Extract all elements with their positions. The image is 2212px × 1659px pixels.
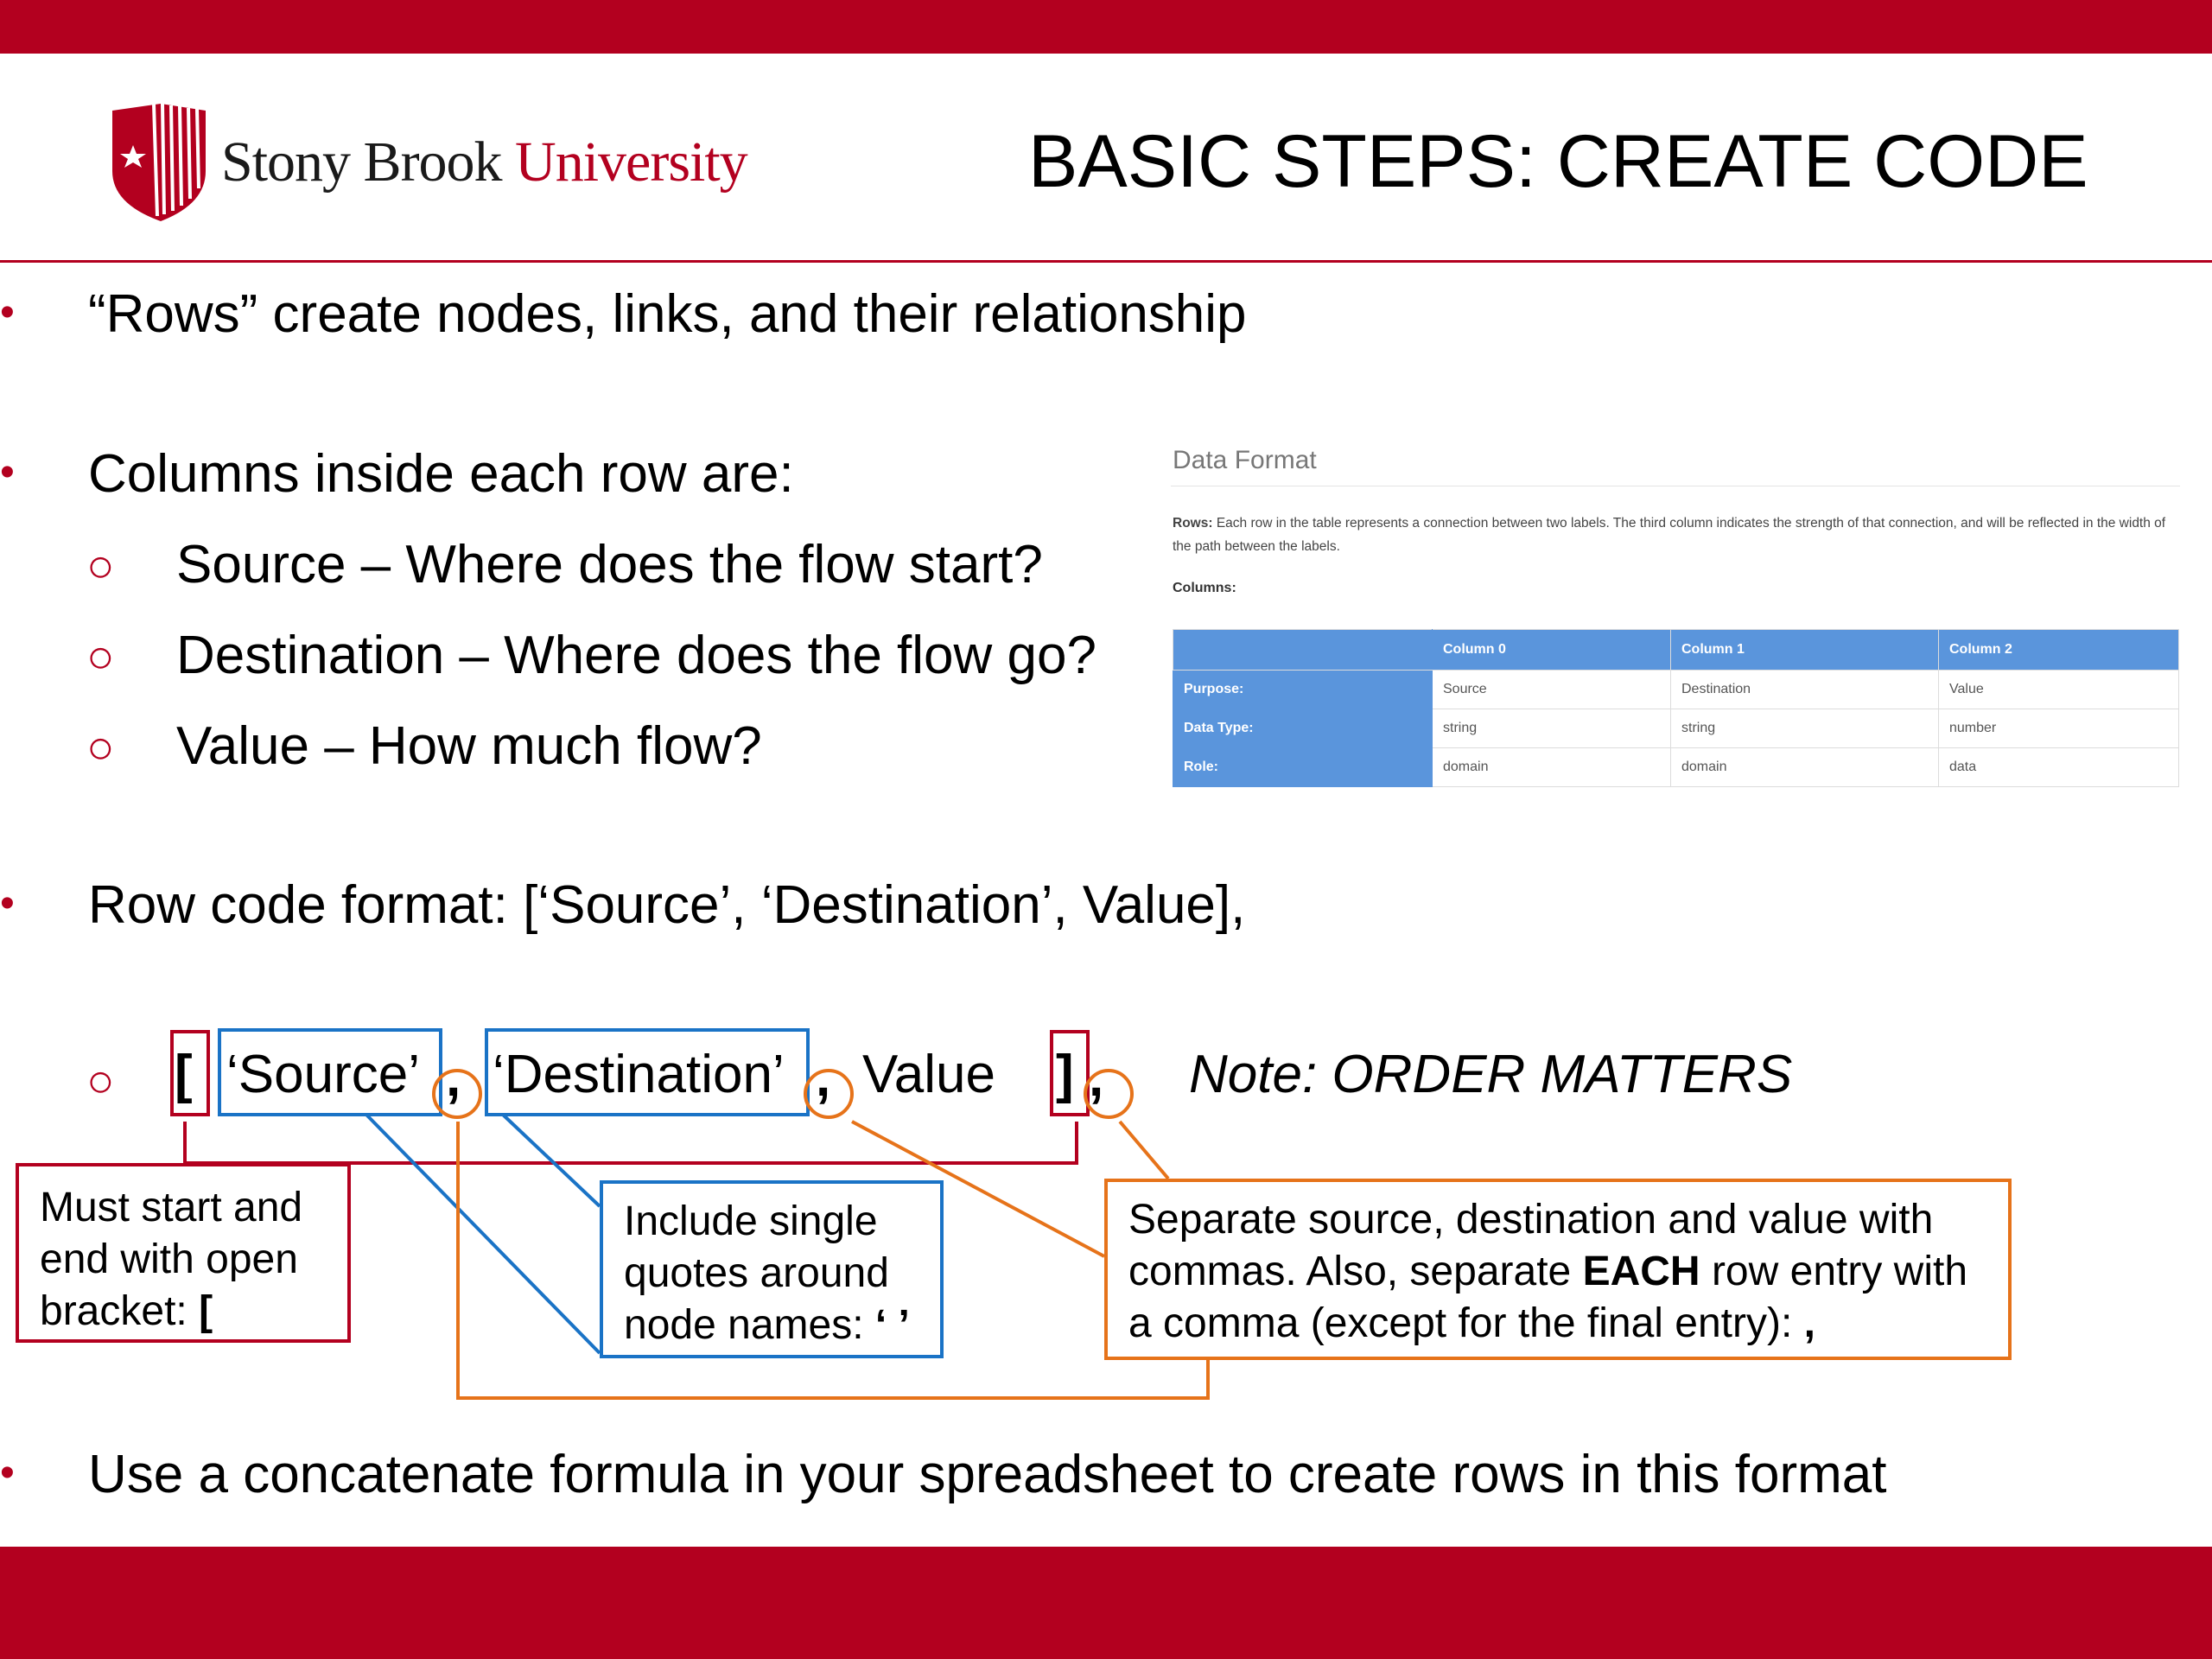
commas-callout-symbol: ,: [1803, 1300, 1815, 1346]
sub-bullet-marker: ○: [86, 631, 115, 683]
bullet-row-code-format: Row code format: [‘Source’, ‘Destination’, Value],: [88, 875, 1246, 935]
sub-bullet-destination: Destination – Where does the flow go?: [176, 626, 1096, 685]
table-cell: domain: [1433, 748, 1671, 787]
rows-text: Each row in the table represents a connection between two labels. The third column indicates the strength of that connection, and will be reflected in the width of the path between the labels.: [1173, 516, 2166, 554]
table-cell: Source: [1433, 671, 1671, 709]
code-open-bracket: [: [175, 1045, 193, 1104]
table-header-cell: Column 0: [1433, 630, 1671, 671]
table-cell: number: [1939, 709, 2179, 748]
commas-callout-text-a: Separate source, destination and value with commas. Also, separate: [1128, 1197, 1934, 1294]
row-label: Purpose:: [1173, 671, 1433, 709]
bullet-marker: •: [0, 880, 15, 926]
quotes-callout-text: Include single quotes around node names:: [624, 1198, 889, 1348]
table-cell: Value: [1939, 671, 2179, 709]
slide-title: BASIC STEPS: CREATE CODE: [1028, 120, 2088, 203]
row-label: Role:: [1173, 748, 1433, 787]
sub-bullet-marker: ○: [86, 721, 115, 773]
table-header-cell: Column 2: [1939, 630, 2179, 671]
table-header-cell: Column 1: [1671, 630, 1939, 671]
bullet-columns: Columns inside each row are:: [88, 444, 794, 504]
bracket-callout-symbol: [: [199, 1288, 213, 1334]
table-cell: string: [1671, 709, 1939, 748]
sub-bullet-marker: ○: [86, 540, 115, 592]
code-close-bracket: ]: [1056, 1045, 1074, 1104]
table-cell: data: [1939, 748, 2179, 787]
table-cell: Destination: [1671, 671, 1939, 709]
code-comma: ,: [446, 1048, 461, 1108]
data-format-title: Data Format: [1173, 446, 1317, 474]
bracket-callout-text: Must start and end with open bracket:: [40, 1185, 303, 1334]
logo-stony-brook: Stony Brook: [221, 130, 502, 194]
rows-label: Rows:: [1173, 516, 1213, 531]
order-note: Note: ORDER MATTERS: [1189, 1045, 1793, 1104]
code-value: Value: [862, 1045, 995, 1104]
quotes-callout-symbol: ‘ ’: [874, 1302, 910, 1348]
sub-bullet-marker: ○: [86, 1055, 115, 1107]
table-cell: string: [1433, 709, 1671, 748]
code-source: ‘Source’: [226, 1045, 420, 1104]
commas-callout: [1104, 1179, 2012, 1360]
bullet-marker: •: [0, 449, 15, 495]
bracket-callout: [16, 1163, 351, 1343]
code-comma: ,: [1089, 1048, 1104, 1108]
sub-bullet-source: Source – Where does the flow start?: [176, 535, 1043, 594]
columns-label: Columns:: [1173, 581, 1236, 595]
bullet-rows: “Rows” create nodes, links, and their relationship: [88, 284, 1247, 344]
sub-bullet-value: Value – How much flow?: [176, 716, 762, 776]
quotes-callout: [600, 1180, 944, 1358]
bullet-marker: •: [0, 289, 15, 335]
table-cell: domain: [1671, 748, 1939, 787]
code-comma: ,: [816, 1048, 831, 1108]
code-destination: ‘Destination’: [493, 1045, 785, 1104]
commas-callout-text-b: row entry with a comma (except for the final entry):: [1128, 1249, 1968, 1346]
bullet-marker: •: [0, 1450, 15, 1496]
row-label: Data Type:: [1173, 709, 1433, 748]
bullet-concatenate: Use a concatenate formula in your spreadsheet to create rows in this format: [88, 1445, 1887, 1504]
commas-callout-bold: EACH: [1582, 1249, 1700, 1294]
logo-university: University: [515, 130, 747, 194]
